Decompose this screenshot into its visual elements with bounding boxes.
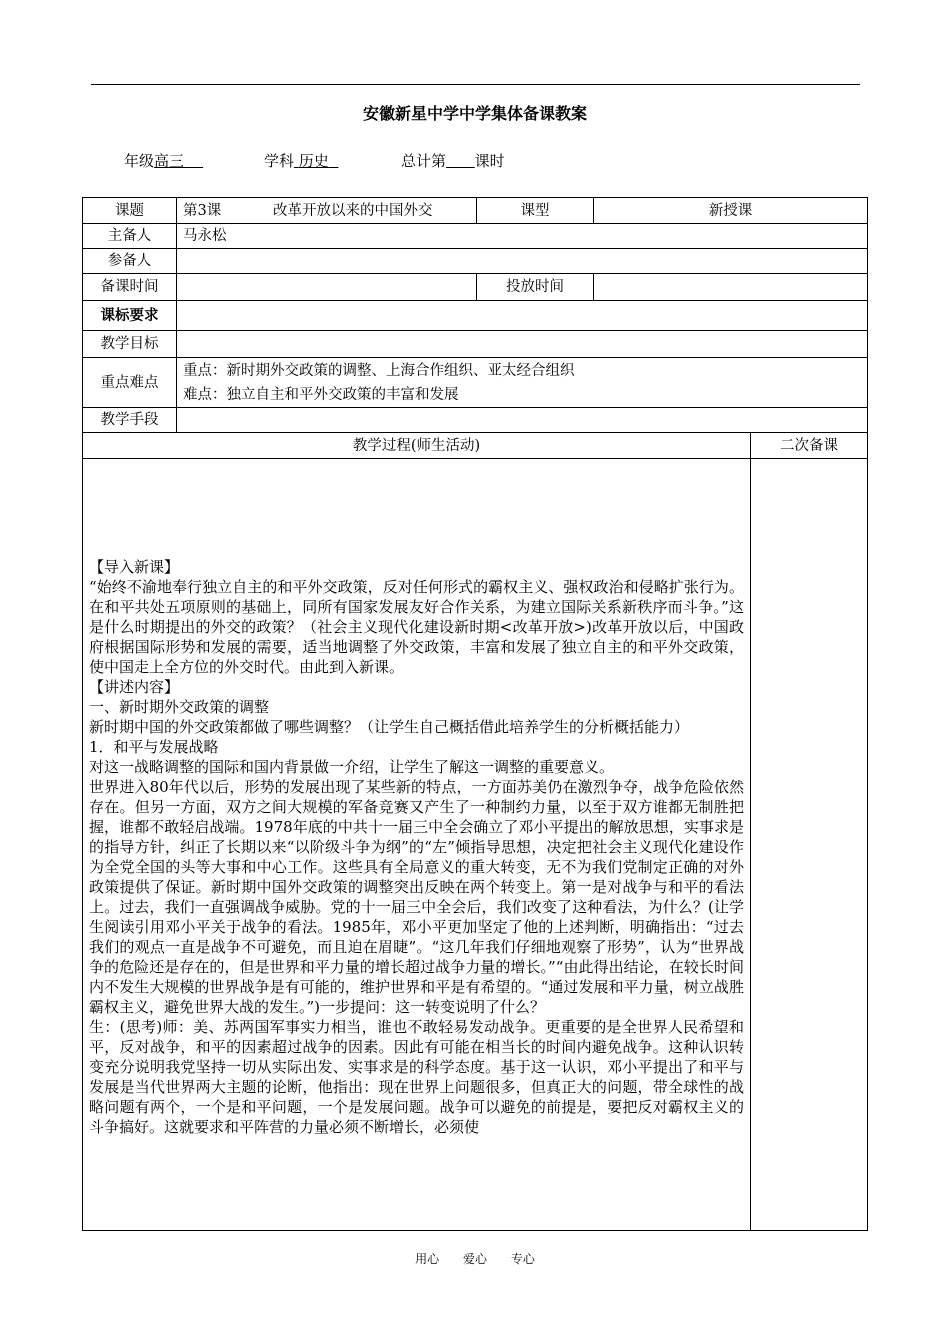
keypoint-focus: 重点：新时期外交政策的调整、上海合作组织、亚太经合组织	[183, 362, 575, 379]
process-content	[83, 459, 751, 1231]
footer-item: 专心	[510, 1252, 535, 1266]
lead-label: 主备人	[83, 224, 177, 249]
type-label: 课型	[477, 198, 594, 224]
delivery-time-value	[594, 274, 868, 301]
objective-label: 教学目标	[83, 331, 177, 358]
subject-label: 学科	[264, 152, 295, 170]
objective-value	[177, 331, 868, 358]
section-heading-intro: 【导入新课】	[89, 557, 180, 576]
grade-field	[124, 150, 203, 171]
paragraph: 世界进入80年代以后，形势的发展出现了某些新的特点，一方面苏美仍在激烈争夺，战争危险依然存在。但另一方面，双方之间大规模的军备竞赛又产生了一种制约力量，以至于双方谁都无制胜把握，谁都不敢轻启战端。1978年底的中共十一届三中全会确立了邓小平提出的解放思想，实事求是的指导方针，纠正了长期以来“以阶级斗争为纲”的“左”倾指导思想，决定把社会主义现代化建设作为全党全国的头等大事和中心工作。这些具有全局意义的重大转变，无不为我们党制定正确的对外政策提供了保证。新时期中国外交政策的调整突出反映在两个转变上。第一是对战争与和平的看法上。过去，我们一直强调战争威胁。党的十一届三中全会后，我们改变了这种看法，为什么？(让学生阅读引用邓小平关于战争的看法。1985年，邓小平更加坚定了他的上述判断，明确指出：“过去我们的观点一直是战争不可避免，而且迫在眉睫”。“这几年我们仔细地观察了形势”，认为“世界战争的危险还是存在的，但是世界和平力量的增长超过战争力量的增长。”“由此得出结论，在较长时间内不发生大规模的世界战争是有可能的，维护世界和平是有希望的。“通过发展和平力量，树立战胜霸权主义，避免世界大战的发生。”)一步提问：这一转变说明了什么？	[89, 777, 744, 1016]
header-rule	[91, 84, 860, 85]
process-header: 教学过程(师生活动)	[83, 433, 751, 459]
participants-value	[177, 249, 868, 274]
means-value	[177, 408, 868, 433]
paragraph: 对这一战略调整的国际和国内背景做一介绍，让学生了解这一调整的重要意义。	[89, 757, 615, 776]
means-row	[83, 408, 868, 433]
keypoints-label: 重点难点	[83, 358, 177, 408]
keypoints-row	[83, 358, 868, 408]
grade-value: 高三	[154, 152, 185, 170]
topic-row	[83, 198, 868, 224]
standard-value	[177, 301, 868, 331]
section-heading-content: 【讲述内容】	[89, 677, 180, 696]
topic-label: 课题	[83, 198, 177, 224]
lead-value: 马永松	[177, 224, 868, 249]
subheading: 一、新时期外交政策的调整	[89, 697, 270, 716]
total-label: 总计第	[401, 152, 447, 170]
total-blank	[446, 152, 475, 170]
lead-row	[83, 224, 868, 249]
paragraph: “始终不渝地奉行独立自主的和平外交政策，反对任何形式的霸权主义、强权政治和侵略扩张行为。在和平共处五项原则的基础上，同所有国家发展友好合作关系，为建立国际关系新秩序而斗争。”这是什么时期提出的外交的政策？（社会主义现代化建设新时期<改革开放>)改革开放以后，中国政府根据国际形势和发展的需要，适当地调整了外交政策，丰富和发展了独立自主的和平外交政策，使中国走上全方位的外交时代。由此到入新课。	[89, 577, 744, 676]
participants-label: 参备人	[83, 249, 177, 274]
process-header-row	[83, 433, 868, 459]
lesson-plan-table	[82, 197, 868, 1231]
type-value: 新授课	[594, 198, 868, 224]
objective-row	[83, 331, 868, 358]
subject-field	[264, 150, 338, 171]
prep-time-label: 备课时间	[83, 274, 177, 301]
lesson-title: 改革开放以来的中国外交	[273, 202, 433, 219]
standard-row	[83, 301, 868, 331]
delivery-time-label: 投放时间	[477, 274, 594, 301]
standard-label: 课标要求	[83, 301, 177, 331]
second-prep-header: 二次备课	[751, 433, 868, 459]
paragraph: 新时期中国的外交政策都做了哪些调整？（让学生自己概括借此培养学生的分析概括能力）	[89, 717, 690, 736]
document-title: 安徽新星中学中学集体备课教案	[362, 104, 587, 123]
means-label: 教学手段	[83, 408, 177, 433]
prep-time-value	[177, 274, 477, 301]
total-suffix: 课时	[474, 152, 505, 170]
footer-item: 爱心	[462, 1252, 487, 1266]
total-lessons-field	[401, 150, 505, 171]
time-row	[83, 274, 868, 301]
topic-value	[177, 198, 477, 224]
lesson-number: 第3课	[183, 202, 222, 219]
process-body-row	[83, 459, 868, 1231]
keypoint-difficulty: 难点：独立自主和平外交政策的丰富和发展	[183, 386, 459, 403]
footer-item: 用心	[415, 1252, 440, 1266]
paragraph: 生：(思考)师：美、苏两国军事实力相当，谁也不敢轻易发动战争。更重要的是全世界人民希望和平，反对战争，和平的因素超过战争的因素。因此有可能在相当长的时间内避免战争。这种认识转变充分说明我党坚持一切从实际出发、实事求是的科学态度。基于这一认识，邓小平提出了和平与发展是当代世界两大主题的论断，他指出：现在世界上问题很多，但真正大的问题，带全球性的战略问题有两个，一个是和平问题，一个是发展问题。战争可以避免的前提是，要把反对霸权主义的斗争搞好。这就要求和平阵营的力量必须不断增长，必须使	[89, 1017, 744, 1136]
participants-row	[83, 249, 868, 274]
subject-value: 历史	[298, 152, 329, 170]
page-footer	[0, 1250, 950, 1267]
grade-label: 年级	[124, 152, 155, 170]
subheading: 1．和平与发展战略	[89, 737, 219, 756]
second-prep-content	[751, 459, 868, 1231]
keypoints-value	[177, 358, 868, 408]
